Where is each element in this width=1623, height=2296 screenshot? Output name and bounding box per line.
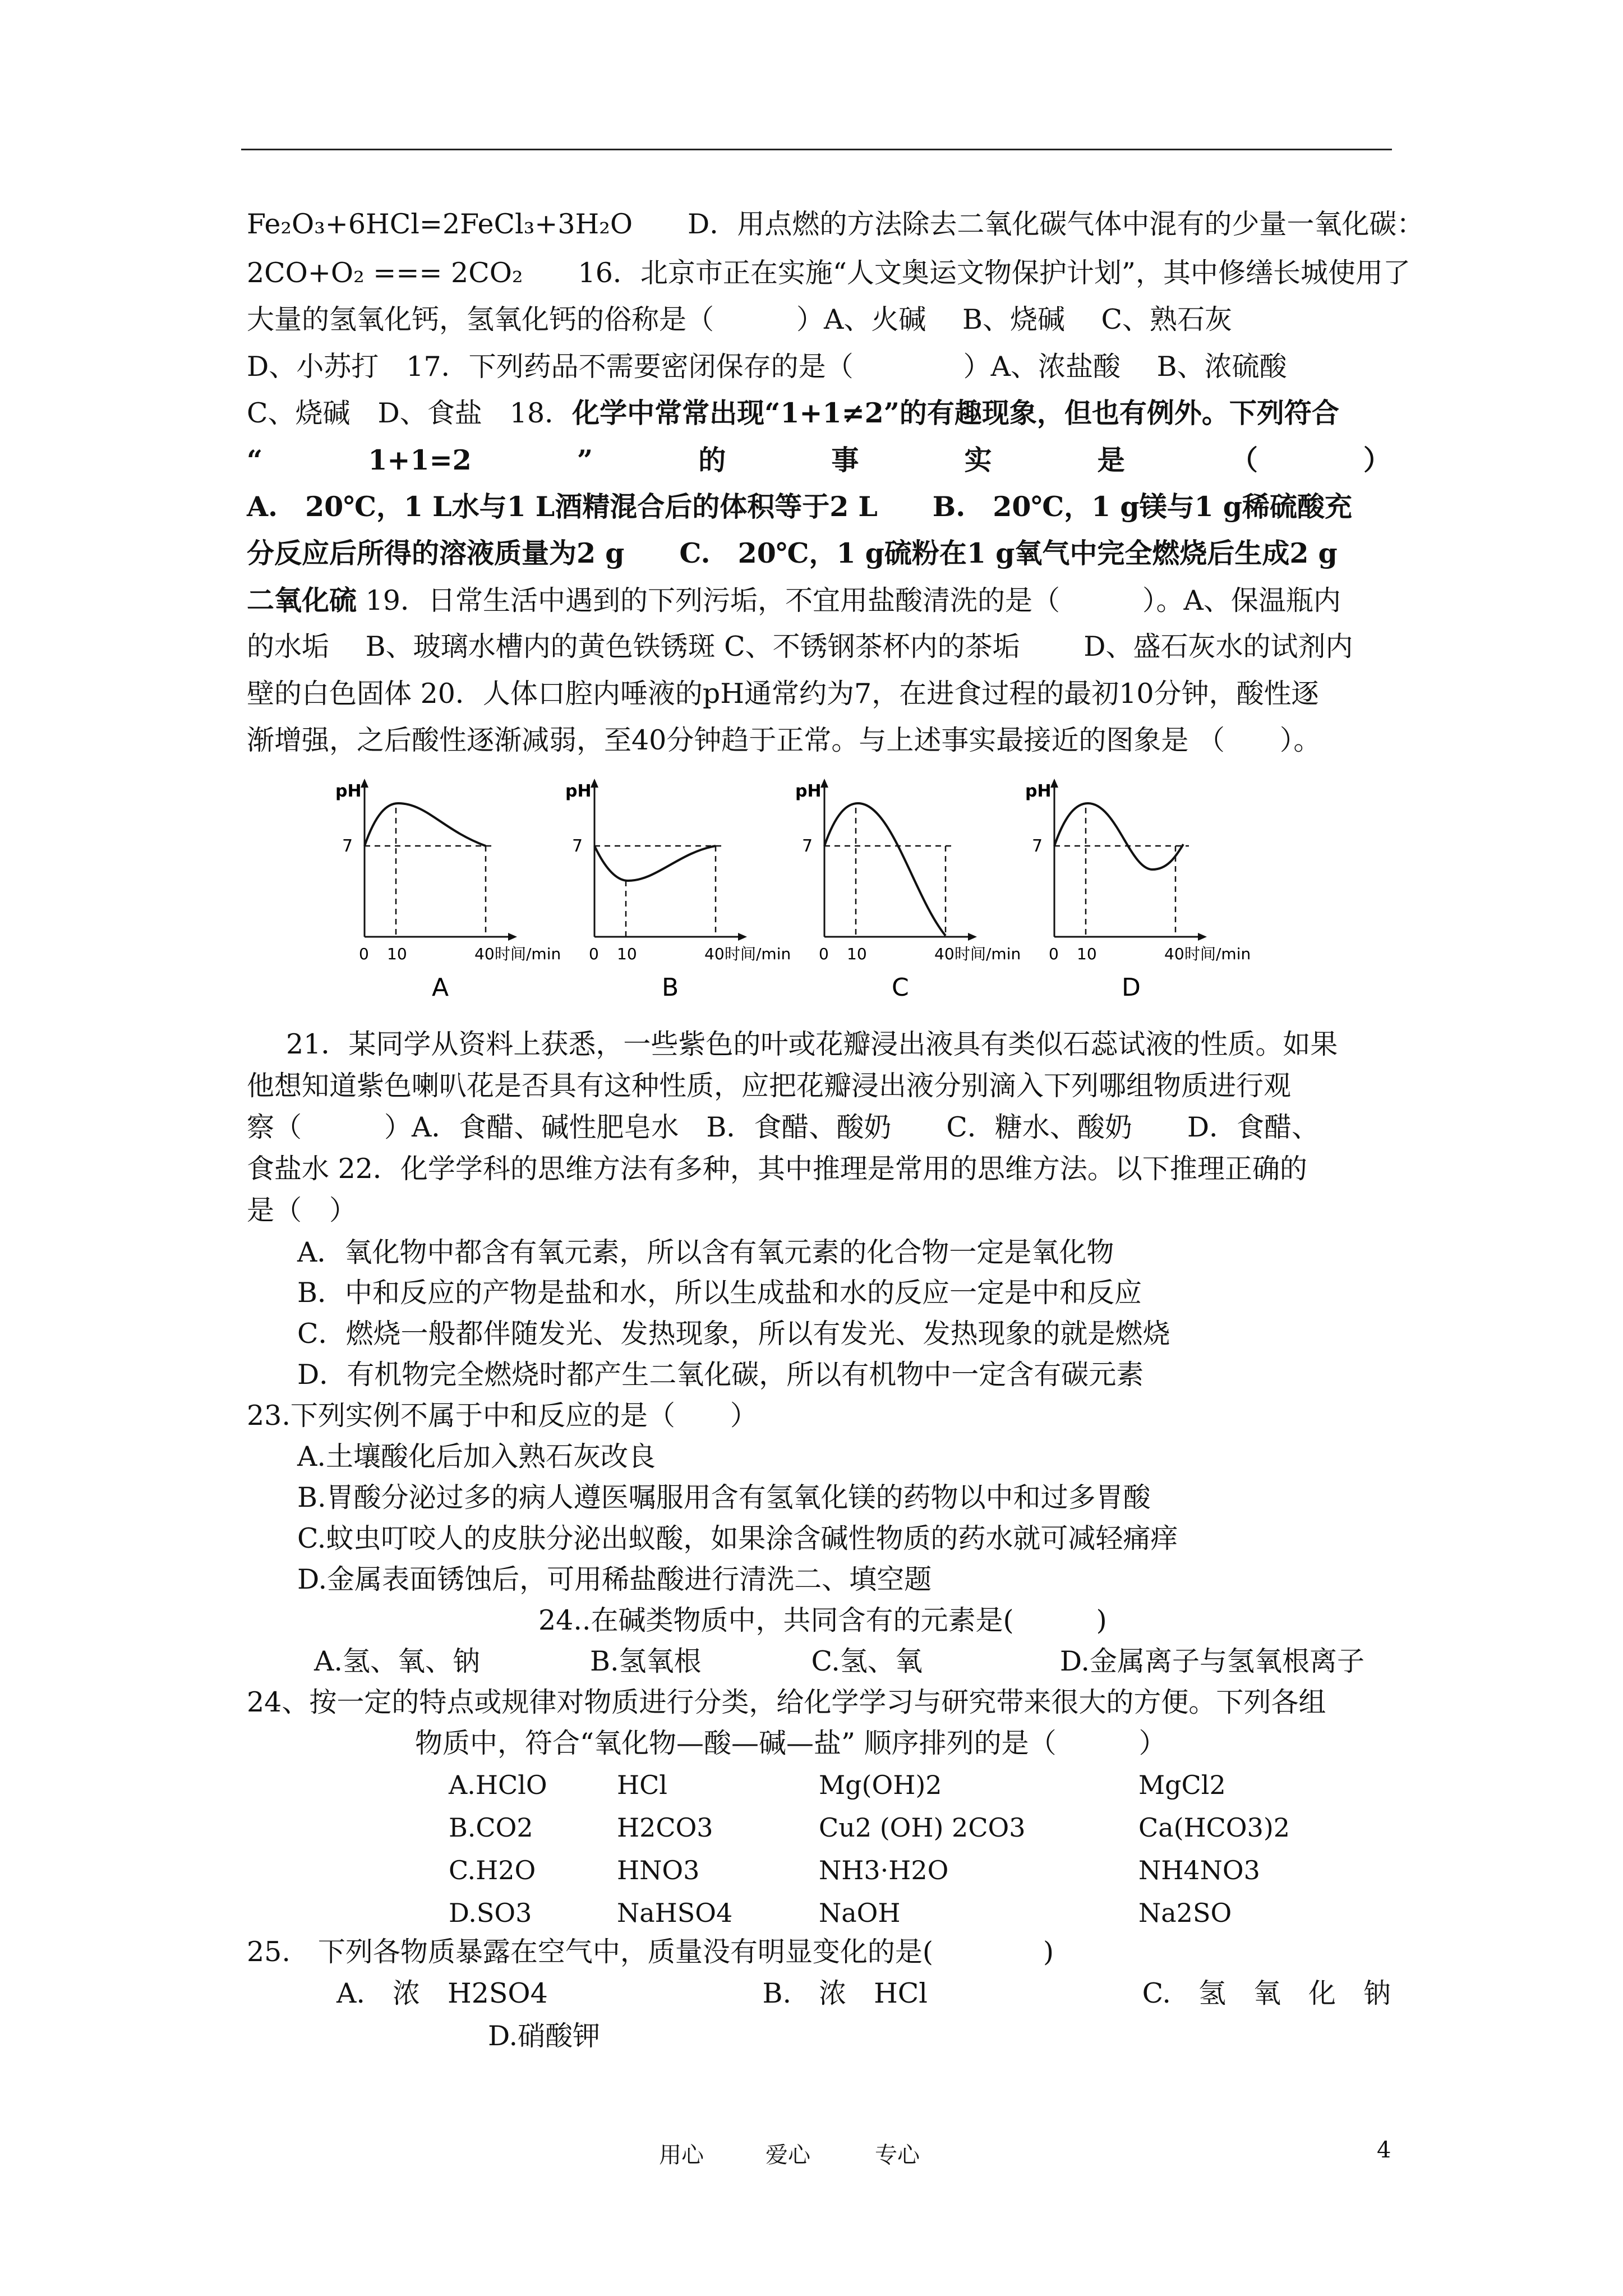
footer-slogan-2: 爱心 bbox=[766, 2142, 810, 2168]
graph-label: D bbox=[1122, 973, 1141, 1002]
graph-b bbox=[565, 779, 791, 1002]
text-line: A. 20℃，1 L水与1 L酒精混合后的体积等于2 L B. 20℃，1 g镁与1 g稀硫酸充 bbox=[247, 490, 1353, 523]
table-cell: NaHSO4 bbox=[617, 1898, 733, 1928]
graph-y-mark: 7 bbox=[342, 836, 353, 856]
graph-ylabel: pH bbox=[335, 781, 362, 801]
text-span: 二氧化硫 bbox=[247, 584, 357, 616]
q18-spread-line bbox=[247, 443, 1391, 477]
text-line: A.土壤酸化后加入熟石灰改良 bbox=[297, 1441, 656, 1473]
graph-x-tick: 40 bbox=[934, 945, 955, 963]
spread-item: ） bbox=[1363, 444, 1391, 476]
text-line: B.胃酸分泌过多的病人遵医嘱服用含有氢氧化镁的药物以中和过多胃酸 bbox=[297, 1481, 1151, 1513]
graph-x-unit: 时间/min bbox=[955, 945, 1021, 963]
text-line: D.金属表面锈蚀后，可用稀盐酸进行清洗二、填空题 bbox=[297, 1563, 932, 1595]
text-line: C．燃烧一般都伴随发光、发热现象，所以有发光、发热现象的就是燃烧 bbox=[297, 1318, 1170, 1350]
graph-a bbox=[335, 779, 561, 1002]
graph-x-tick: 40 bbox=[474, 945, 495, 963]
spread-item: C. 氢 氧 化 钠 bbox=[1142, 1977, 1391, 2009]
graph-label: A bbox=[432, 973, 449, 1002]
text-span: 19．日常生活中遇到的下列污垢，不宜用盐酸清洗的是（ ）。A、保温瓶内 bbox=[357, 585, 1341, 616]
graph-x-tick: 0 bbox=[589, 945, 599, 963]
text-span: 化学中常常出现“1+1≠2”的有趣现象，但也有例外。下列符合 bbox=[572, 397, 1339, 429]
spread-item: 是 bbox=[1097, 444, 1125, 476]
graph-x-tick: 0 bbox=[359, 945, 369, 963]
header-rule bbox=[241, 149, 1392, 150]
table-cell: MgCl2 bbox=[1138, 1770, 1226, 1800]
ph-graphs bbox=[325, 769, 1279, 1004]
table-cell: Cu2 (OH) 2CO3 bbox=[819, 1812, 1026, 1843]
table-cell: NaOH bbox=[819, 1898, 901, 1928]
text-line: D.硝酸钾 bbox=[488, 2020, 601, 2052]
graph-ylabel: pH bbox=[1025, 781, 1052, 801]
graph-x-unit: 时间/min bbox=[495, 945, 561, 963]
text-line: 大量的氢氧化钙，氢氧化钙的俗称是（ ）A、火碱 B、烧碱 C、熟石灰 bbox=[247, 303, 1233, 335]
spread-item: ” bbox=[577, 444, 593, 476]
table-cell: HNO3 bbox=[617, 1855, 700, 1885]
table-cell: B.CO2 bbox=[449, 1812, 533, 1843]
spread-item: “ bbox=[247, 444, 263, 476]
spread-item: A. 浓 H2SO4 bbox=[336, 1977, 548, 2009]
graph-label: C bbox=[892, 973, 909, 1002]
text-line: A．氧化物中都含有氧元素，所以含有氧元素的化合物一定是氧化物 bbox=[297, 1236, 1114, 1268]
text-line: C.蚊虫叮咬人的皮肤分泌出蚁酸，如果涂含碱性物质的药水就可减轻痛痒 bbox=[297, 1522, 1178, 1554]
graph-d bbox=[1025, 779, 1251, 1002]
table-cell: C.H2O bbox=[449, 1855, 536, 1885]
text-line: 24、按一定的特点或规律对物质进行分类，给化学学习与研究带来很大的方便。下列各组 bbox=[247, 1686, 1326, 1718]
page-number: 4 bbox=[1377, 2137, 1391, 2163]
text-line: 2CO+O₂ === 2CO₂ 16．北京市正在实施“人文奥运文物保护计划”，其中修缮长城使用了 bbox=[247, 257, 1410, 289]
table-cell: HCl bbox=[617, 1770, 668, 1800]
graph-ylabel: pH bbox=[795, 781, 822, 801]
graph-x-tick: 10 bbox=[847, 945, 867, 963]
text-line: 察（ ）A．食醋、碱性肥皂水 B．食醋、酸奶 C．糖水、酸奶 D．食醋、 bbox=[247, 1111, 1320, 1143]
graph-y-mark: 7 bbox=[1032, 836, 1043, 856]
graph-x-tick: 0 bbox=[819, 945, 829, 963]
text-line: 壁的白色固体 20．人体口腔内唾液的pH通常约为7，在进食过程的最初10分钟，酸性逐 bbox=[247, 678, 1319, 710]
table-cell: Mg(OH)2 bbox=[819, 1770, 942, 1800]
table-cell: H2CO3 bbox=[617, 1812, 713, 1843]
text-line bbox=[247, 396, 1339, 430]
text-line: 物质中，符合“氧化物—酸—碱—盐” 顺序排列的是（ ） bbox=[415, 1727, 1166, 1759]
graph-x-tick: 0 bbox=[1049, 945, 1059, 963]
text-line bbox=[247, 583, 1341, 618]
text-line: 分反应后所得的溶液质量为2 g C. 20℃，1 g硫粉在1 g氧气中完全燃烧后生成2 g bbox=[247, 537, 1338, 569]
q24-options-table bbox=[449, 1768, 1290, 1930]
graph-x-tick: 10 bbox=[1077, 945, 1097, 963]
spread-item: 1+1=2 bbox=[368, 444, 472, 476]
spread-item: 事 bbox=[831, 444, 859, 476]
table-cell: Na2SO bbox=[1138, 1898, 1232, 1928]
table-cell: NH4NO3 bbox=[1138, 1855, 1260, 1885]
text-line: A.氢、氧、钠 B.氢氧根 C.氢、氧 D.金属离子与氢氧根离子 bbox=[314, 1645, 1364, 1677]
text-line: B．中和反应的产物是盐和水，所以生成盐和水的反应一定是中和反应 bbox=[297, 1277, 1142, 1309]
spread-item: （ bbox=[1230, 444, 1258, 476]
table-cell: D.SO3 bbox=[449, 1898, 532, 1928]
text-line: 24..在碱类物质中，共同含有的元素是( ) bbox=[538, 1604, 1107, 1636]
graph-x-tick: 10 bbox=[617, 945, 637, 963]
text-line: 23.下列实例不属于中和反应的是（ ） bbox=[247, 1400, 758, 1432]
table-cell: A.HClO bbox=[449, 1770, 547, 1800]
graph-x-tick: 40 bbox=[1164, 945, 1184, 963]
text-line: D、小苏打 17．下列药品不需要密闭保存的是（ ）A、浓盐酸 B、浓硫酸 bbox=[247, 351, 1287, 383]
q25-spread-line bbox=[336, 1977, 1391, 2010]
text-line: Fe₂O₃+6HCl=2FeCl₃+3H₂O D．用点燃的方法除去二氧化碳气体中混有的少量一氧化碳： bbox=[247, 208, 1424, 240]
table-cell: Ca(HCO3)2 bbox=[1138, 1812, 1290, 1843]
graph-y-mark: 7 bbox=[572, 836, 583, 856]
spread-item: B. 浓 HCl bbox=[762, 1977, 928, 2009]
graph-x-unit: 时间/min bbox=[1184, 945, 1251, 963]
text-span: C、烧碱 D、食盐 18． bbox=[247, 397, 573, 429]
graph-y-mark: 7 bbox=[802, 836, 813, 856]
text-line: D．有机物完全燃烧时都产生二氧化碳，所以有机物中一定含有碳元素 bbox=[297, 1359, 1144, 1391]
table-cell: NH3·H2O bbox=[819, 1855, 949, 1885]
text-line: 的水垢 B、玻璃水槽内的黄色铁锈斑 C、不锈钢茶杯内的茶垢 D、盛石灰水的试剂内 bbox=[247, 631, 1353, 662]
graph-label: B bbox=[662, 973, 679, 1002]
graph-ylabel: pH bbox=[565, 781, 592, 801]
text-line: 是（ ） bbox=[247, 1194, 357, 1226]
text-line: 25. 下列各物质暴露在空气中，质量没有明显变化的是( ) bbox=[247, 1936, 1054, 1968]
graph-c bbox=[795, 779, 1021, 1002]
text-line: 21．某同学从资料上获悉，一些紫色的叶或花瓣浸出液具有类似石蕊试液的性质。如果 bbox=[286, 1028, 1338, 1060]
spread-item: 的 bbox=[698, 444, 726, 476]
text-line: 食盐水 22．化学学科的思维方法有多种，其中推理是常用的思维方法。以下推理正确的 bbox=[247, 1153, 1307, 1185]
graph-x-tick: 40 bbox=[704, 945, 725, 963]
footer-slogan-1: 用心 bbox=[659, 2142, 704, 2168]
text-line: 他想知道紫色喇叭花是否具有这种性质，应把花瓣浸出液分别滴入下列哪组物质进行观 bbox=[247, 1070, 1292, 1102]
graph-x-tick: 10 bbox=[387, 945, 407, 963]
text-line: 渐增强，之后酸性逐渐减弱，至40分钟趋于正常。与上述事实最接近的图象是 （ ）。 bbox=[247, 724, 1321, 756]
footer-slogan-3: 专心 bbox=[875, 2142, 920, 2168]
graph-x-unit: 时间/min bbox=[725, 945, 791, 963]
spread-item: 实 bbox=[964, 444, 992, 476]
